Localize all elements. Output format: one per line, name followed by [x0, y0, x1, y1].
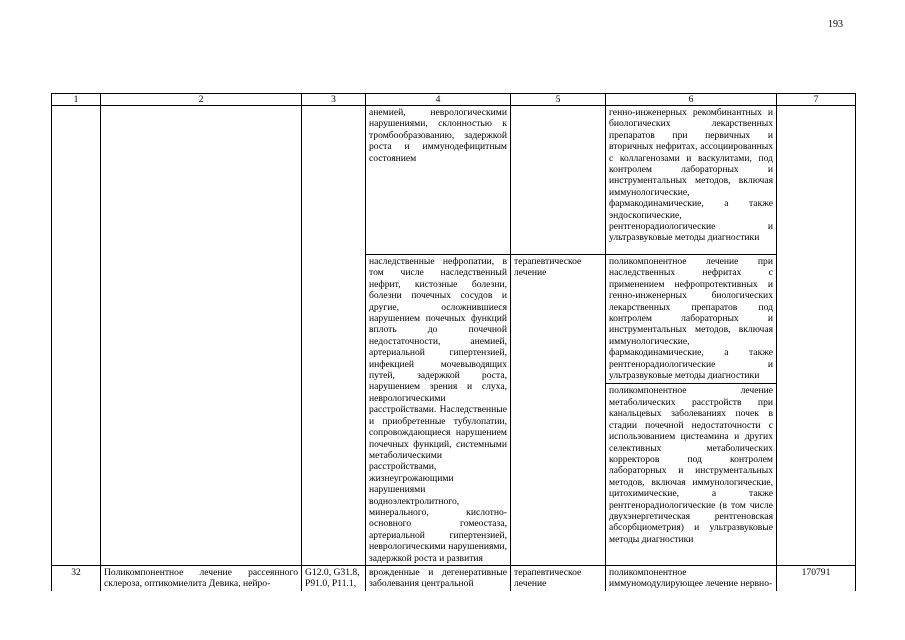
header-col-2: 2: [101, 94, 302, 106]
cell-treatment-type-32: терапевтическое лечение: [511, 565, 606, 590]
header-col-3: 3: [302, 94, 366, 106]
table-row-32: [52, 565, 856, 590]
header-col-5: 5: [511, 94, 606, 106]
cell-model-hereditary: наследственные нефропатии, в том числе наследственный нефрит, кистозные болезни, болезни почечных сосудов и другие, осложнившиеся нарушением почечных функций вплоть до почечной недостаточности, анемией, артериальной гипертензией, инфекцией мочевыводящих путей, задержкой роста, нарушением зрения и слуха, неврологическими расстройствами. Наследственные и приобретенные тубулопатии, сопровождающиеся нарушением почечных функций, системными метаболическими расстройствами, жизнеугрожающими нарушениями водноэлектролитного, минерального, кислотно-основного гомеостаза, артериальной гипертензией, неврологическими нарушениями, задержкой роста и развития: [366, 255, 511, 566]
cell-methods-hereditary: [606, 255, 777, 566]
cell-patient-model: врожденные и дегенеративные заболевания центральной: [366, 565, 511, 590]
cell-name-empty: [101, 106, 302, 566]
header-col-4: 4: [366, 94, 511, 106]
cell-number-empty: [52, 106, 101, 566]
cell-icd-codes: G12.0, G31.8, P91.0, P11.1,: [302, 565, 366, 590]
header-row: [52, 94, 856, 106]
cell-cost: 170791: [777, 565, 856, 590]
cell-treatment-type-empty: [511, 106, 606, 255]
header-col-6: 6: [606, 94, 777, 106]
method-metabolic-disorders: поликомпонентное лечение метаболических расстройств при канальцевых заболеваниях почек в стадии почечной недостаточности с использованием цистеамина и других селективных метаболических корректоров под контролем лабораторных и инструментальных методов, включая иммунологические, цитохимические, а также рентгенорадиологические (в том числе двухэнергетическая рентгеновская абсорбциометрия) и ультразвуковые методы диагностики: [606, 383, 776, 545]
cell-treatment-method: поликомпонентное иммуномодулирующее лечение нервно-: [606, 565, 777, 590]
method-hereditary-nephritis: поликомпонентное лечение при наследственных нефритах с применением нефропротективных и генно-инженерных биологических лекарственных препаратов под контролем лабораторных и инструментальных методов, включая иммунологические, фармакодинамические, а также рентгенорадиологические и ультразвуковые методы диагностики: [609, 256, 773, 382]
cell-treatment-type: терапевтическое лечение: [511, 255, 606, 566]
treatment-table: [51, 93, 856, 591]
table-row-continuation: [52, 106, 856, 255]
page-number: 193: [828, 19, 843, 30]
cell-row-number: 32: [52, 565, 101, 590]
cell-method-continuation: генно-инженерных рекомбинантных и биологических лекарственных препаратов при первичных и вторичных нефритах, ассоциированных с коллагенозами и васкулитами, под контролем лабораторных и инструментальных методов, включая иммунологические, фармакодинамические, а также эндоскопические, рентгенорадиологические и ультразвуковые методы диагностики: [606, 106, 777, 255]
cell-treatment-name: Поликомпонентное лечение рассеянного склероза, оптикомиелита Девика, нейро-: [101, 565, 302, 590]
header-col-7: 7: [777, 94, 856, 106]
cell-cost-empty: [777, 106, 856, 566]
cell-model-continuation: анемией, неврологическими нарушениями, склонностью к тромбообразованию, задержкой роста и иммунодефицитным состоянием: [366, 106, 511, 255]
header-col-1: 1: [52, 94, 101, 106]
cell-codes-empty: [302, 106, 366, 566]
